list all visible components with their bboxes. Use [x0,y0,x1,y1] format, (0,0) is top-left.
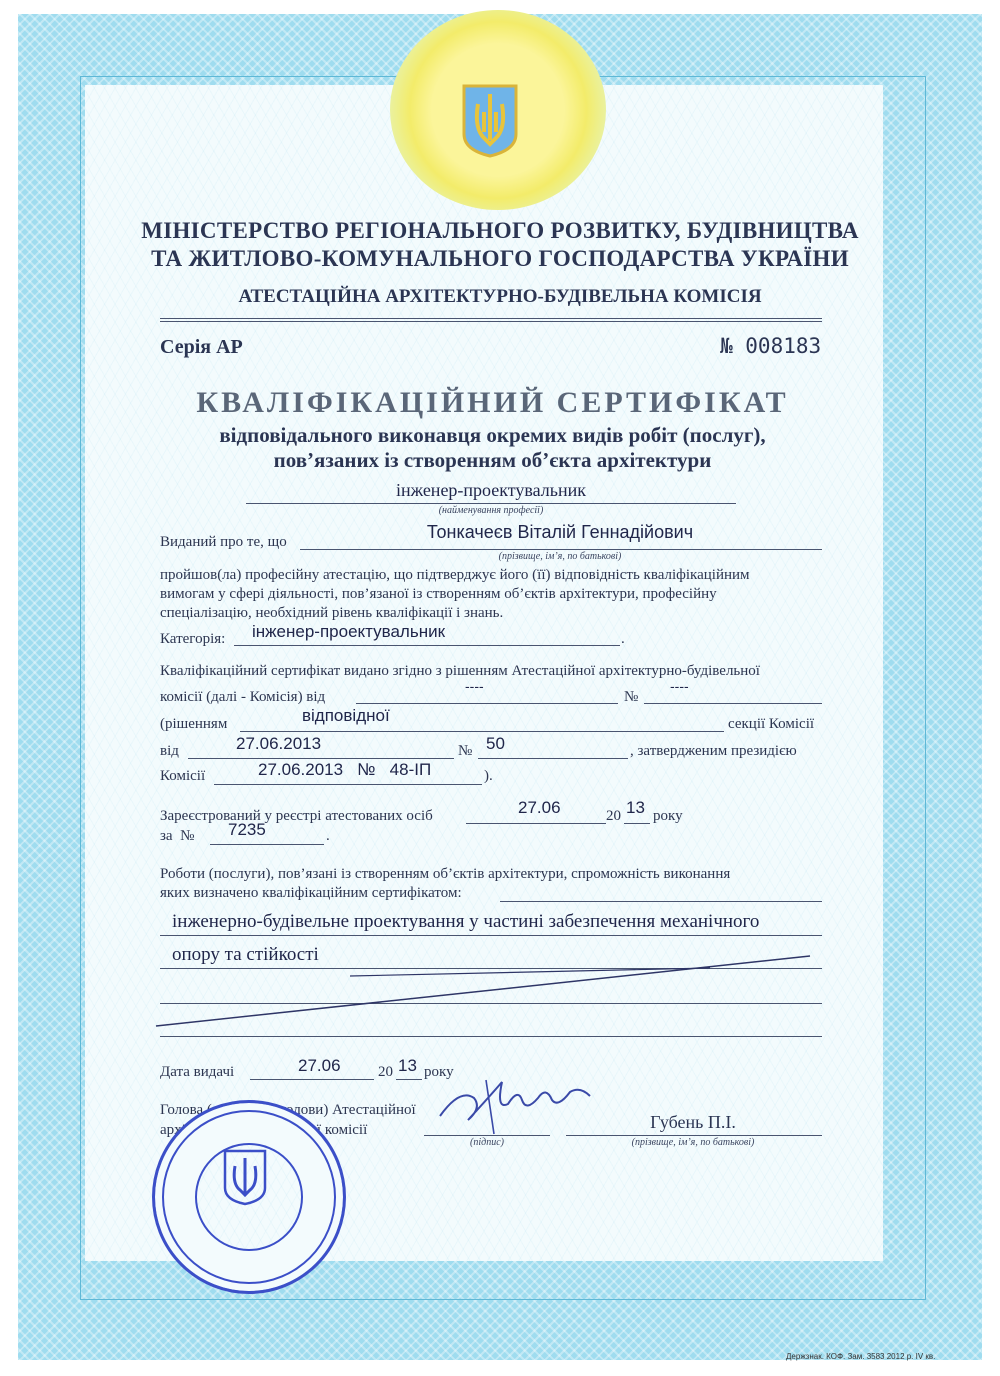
certificate-subtitle-1: відповідального виконавця окремих видів робіт (послуг), [219,423,766,447]
works-line-2: яких визначено кваліфікаційним сертифікатом: [160,885,462,901]
section-value: відповідної [302,706,390,725]
certificate-number: № 008183 [720,334,822,358]
works-value-2: опору та стійкості [172,944,319,965]
issue-date: 27.06 [298,1056,341,1075]
ministry-line-1: МІНІСТЕРСТВО РЕГІОНАЛЬНОГО РОЗВИТКУ, БУДІВНИЦТВА [141,218,859,243]
body-line-2: вимогам у сфері діяльності, пов’язаної із створенням об’єктів архітектури, професійну [160,586,717,602]
signatory-label-2: архітектурно-будівельної комісії [160,1122,368,1138]
cancel-stroke [150,950,820,1030]
signature-hint: (підпис) [470,1137,504,1148]
holder-name: Тонкачеєв Віталій Геннадійович [426,522,694,542]
decision-line-2: комісії (далі - Комісія) від [160,689,326,705]
header-rule-2 [160,321,822,322]
coat-of-arms-icon [460,82,520,158]
presidium-value: 27.06.2013 № 48-ІП [258,760,432,779]
category-value: інженер-проектувальник [252,622,446,641]
decision-number: ---- [670,678,689,694]
series-label: Серія АР [160,336,243,358]
decision-line-1: Кваліфікаційний сертифікат видано згідно з рішенням Атестаційної архітектурно-будівельної [160,663,760,679]
printer-imprint: Держзнак. КОФ. Зам. 3583 2012 р. IV кв. [786,1352,936,1361]
commission-title: АТЕСТАЦІЙНА АРХІТЕКТУРНО-БУДІВЕЛЬНА КОМІСІЯ [238,286,762,307]
signatory-label-1: Голова (заступник голови) Атестаційної [160,1102,416,1118]
signatory-name-hint: (прізвище, ім’я, по батькові) [631,1137,755,1148]
issued-label: Виданий про те, що [160,534,287,550]
section-date: 27.06.2013 [236,734,322,753]
seal-trident-icon [222,1148,268,1206]
registry-number: 7235 [228,820,266,839]
section-number: 50 [486,734,505,753]
certificate-title: КВАЛІФІКАЦІЙНИЙ СЕРТИФІКАТ [196,386,789,419]
body-line-3: спеціалізацію, необхідний рівень кваліфікації і знань. [160,605,504,621]
profession-hint: (найменування професії) [438,505,544,516]
registry-year: 13 [626,798,645,817]
works-value-1: інженерно-будівельне проектування у частині забезпечення механічного [172,911,760,932]
body-line-1: пройшов(ла) професійну атестацію, що підтверджує його (її) відповідність кваліфікаційним [160,567,750,583]
registry-date: 27.06 [518,798,561,817]
registry-label: Зареєстрований у реєстрі атестованих осіб [160,808,433,824]
issue-date-label: Дата видачі [160,1064,235,1080]
certificate-subtitle-2: пов’язаних із створенням об’єкта архітектури [273,448,712,472]
holder-name-hint: (прізвище, ім’я, по батькові) [498,551,622,562]
signatory-name: Губень П.І. [650,1112,736,1132]
profession-value: інженер-проектувальник [395,480,587,500]
category-label: Категорія: [160,631,226,647]
header-rule [160,318,822,319]
ministry-line-2: ТА ЖИТЛОВО-КОМУНАЛЬНОГО ГОСПОДАРСТВА УКРАЇНИ [151,246,849,271]
decision-date: ---- [465,678,484,694]
works-line-1: Роботи (послуги), пов’язані із створенням об’єктів архітектури, спроможність виконання [160,866,731,882]
issue-year: 13 [398,1056,417,1075]
